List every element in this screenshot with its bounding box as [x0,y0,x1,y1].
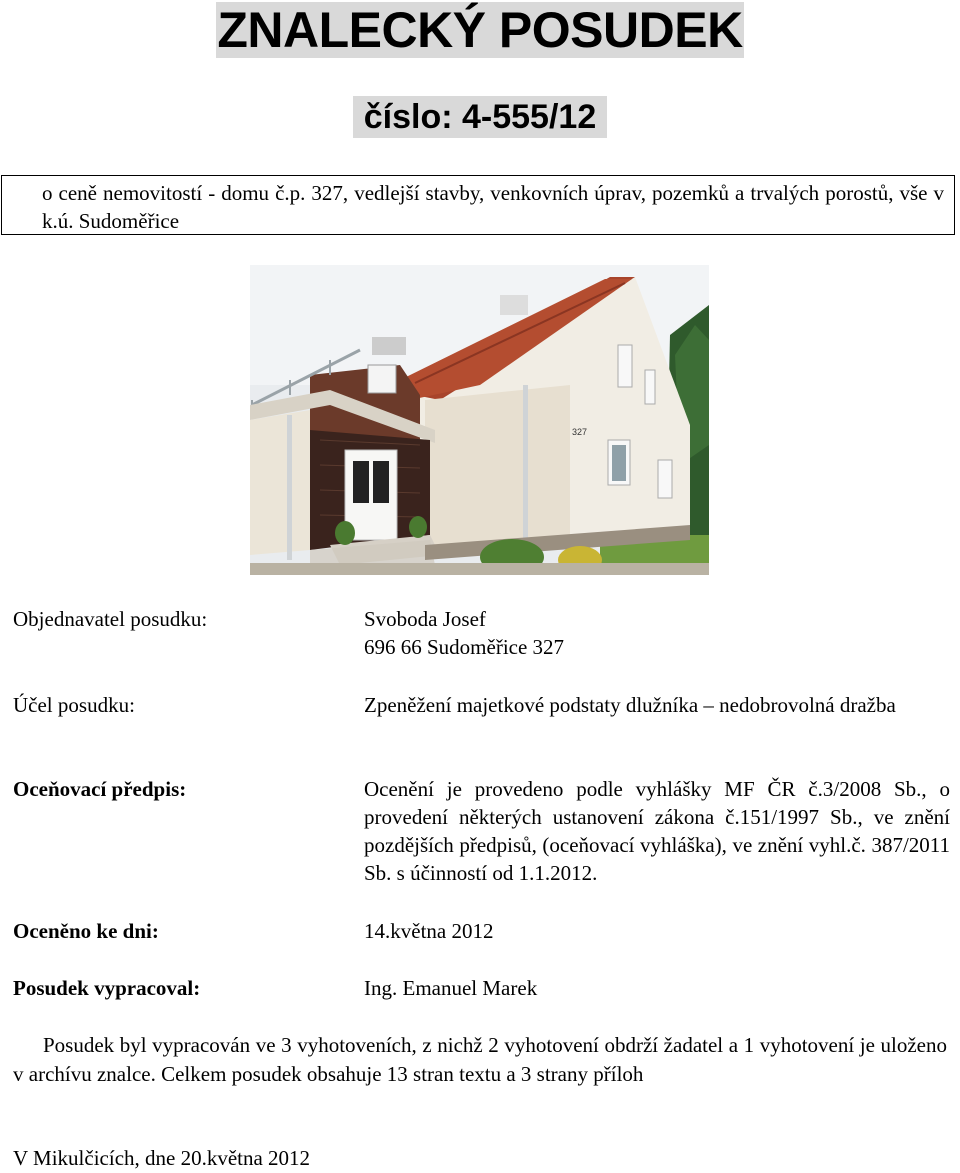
client-label: Objednavatel posudku: [13,607,208,631]
regulation-value: Ocenění je provedeno podle vyhlášky MF ČR č.3/2008 Sb., o provedení některých ustanovení zákona č.151/1997 Sb., ve znění pozdějších předpisů, (oceňovací vyhláška), ve znění vyhl.č. 387/2011 Sb. s účinností od 1.1.2012. [364,777,950,885]
author-value: Ing. Emanuel Marek [364,976,538,1000]
client-address: 696 66 Sudoměřice 327 [364,635,565,659]
purpose-value: Zpeněžení majetkové podstaty dlužníka – nedobrovolná dražba [364,693,896,717]
valuation-date-label: Oceněno ke dni: [13,919,159,943]
regulation-label: Oceňovací předpis: [13,777,187,801]
house-photo [250,265,709,575]
closing-paragraph: Posudek byl vypracován ve 3 vyhotoveních, z nichž 2 vyhotovení obdrží žadatel a 1 vyhotovení je uloženo v archívu znalce. Celkem posudek obsahuje 13 stran textu a 3 strany příloh [13,1033,947,1086]
document-subject: o ceně nemovitostí - domu č.p. 327, vedlejší stavby, venkovních úprav, pozemků a trvalých porostů, vše v k.ú. Sudoměřice [1,175,955,235]
author-label: Posudek vypracoval: [13,976,201,1000]
document-title: ZNALECKÝ POSUDEK [217,2,743,58]
place-and-date: V Mikulčicích, dne 20.května 2012 [13,1146,311,1170]
client-name: Svoboda Josef [364,607,486,631]
house-number-sign: 327 [572,427,588,437]
purpose-label: Účel posudku: [13,693,135,717]
document-number: číslo: 4-555/12 [353,96,607,138]
valuation-date-value: 14.května 2012 [364,919,494,943]
